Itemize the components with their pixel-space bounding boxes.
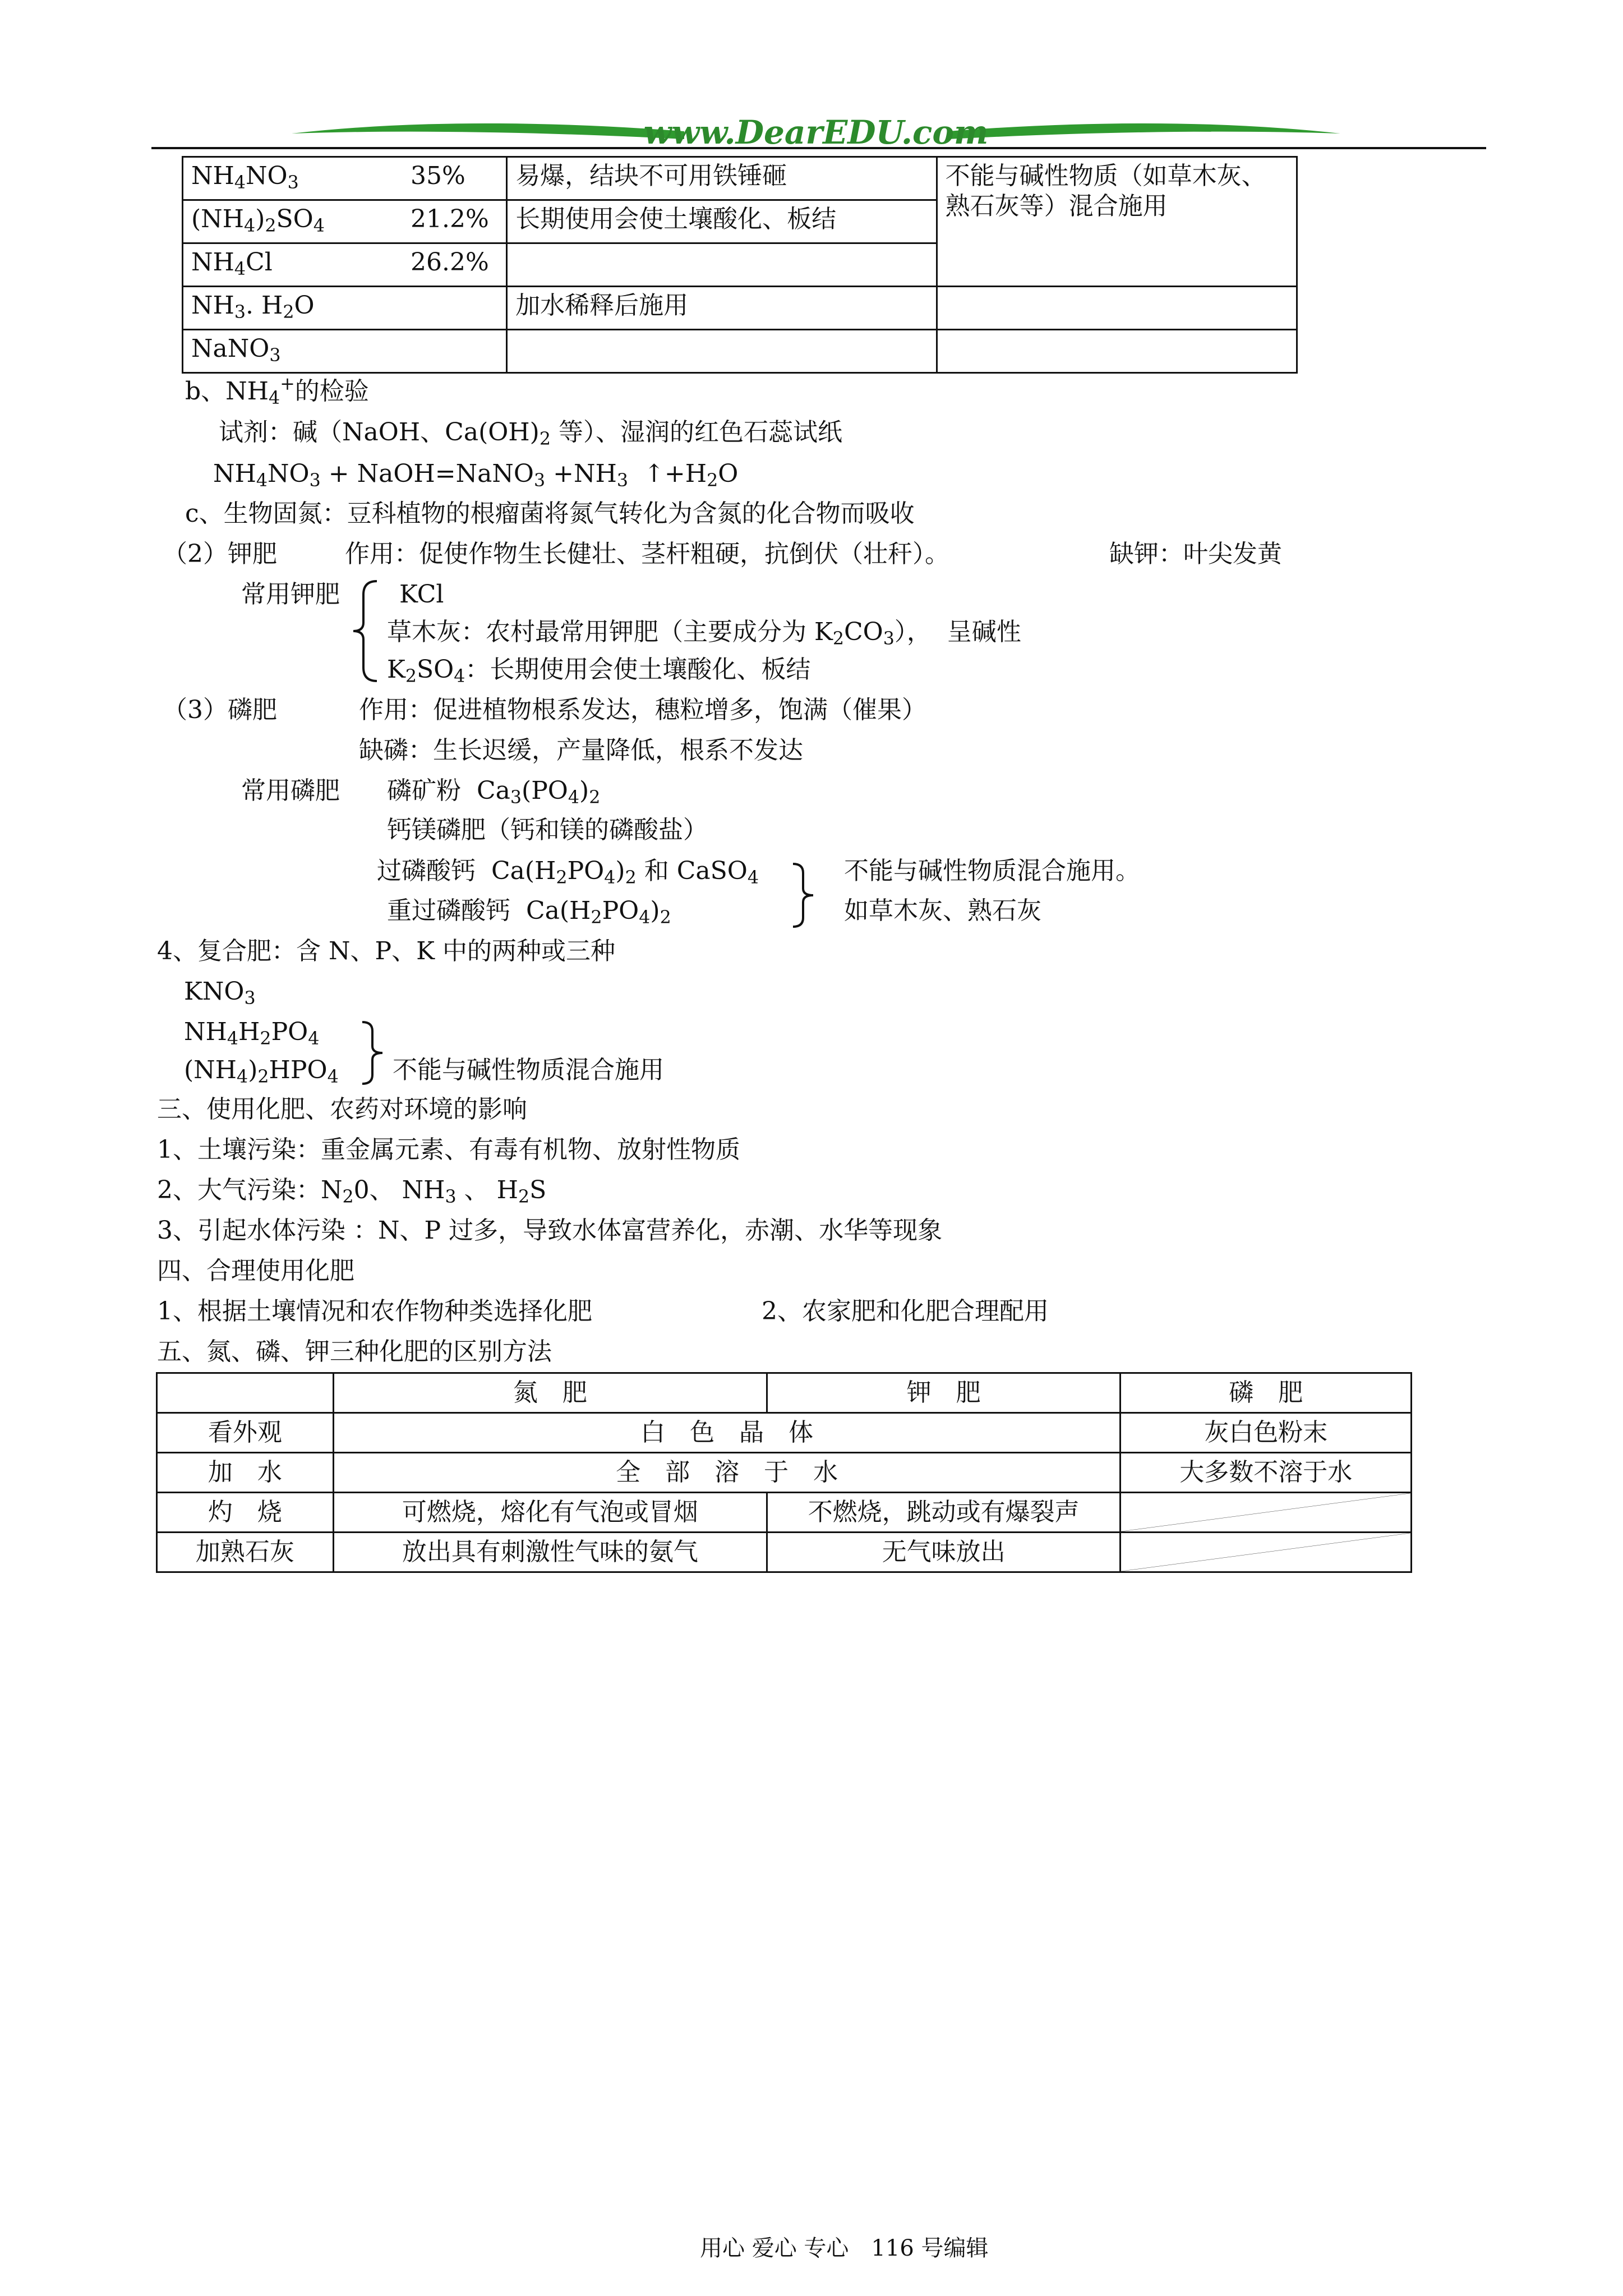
potash-item-kcl: KCl [399, 580, 444, 609]
phosphate-item-super: 过磷酸钙 $Ca(H_2PO_4)_2$ 和 CaSO$_4$ [377, 857, 759, 888]
cell-note: 长期使用会使土壤酸化、板结 [507, 200, 937, 243]
row-label: 加熟石灰 [157, 1533, 334, 1572]
compound-title: 4、复合肥：含 N、P、K 中的两种或三种 [157, 937, 615, 965]
section-4-title: 四、合理使用化肥 [157, 1257, 354, 1285]
cell-content: 35% [403, 157, 507, 200]
section-4-item-1: 1、根据土壤情况和农作物种类选择化肥 [157, 1297, 592, 1326]
cell-p: 灰白色粉末 [1121, 1413, 1412, 1453]
cell-n: 可燃烧，熔化有气泡或冒烟 [333, 1493, 767, 1533]
phosphate-lack: 缺磷：生长迟缓，产量降低，根系不发达 [359, 736, 803, 765]
phosphate-note-1: 不能与碱性物质混合施用。 [844, 857, 1140, 885]
potash-effect: 作用：促使作物生长健壮、茎杆粗硬，抗倒伏（壮秆）。 [345, 540, 949, 568]
comparison-table [156, 1372, 1412, 1573]
fertilizer-table [182, 156, 1298, 374]
phosphate-note-2: 如草木灰、熟石灰 [844, 896, 1041, 925]
cell-slash [1121, 1533, 1412, 1572]
section-3-item-2: 2、大气污染：$N_20$、 $NH_3$ 、 $H_2S$ [157, 1176, 547, 1207]
potash-item-k2so4: $K_2SO_4$：长期使用会使土壤酸化、板结 [387, 655, 811, 687]
compound-brace [359, 1020, 387, 1086]
cell-name: $(NH_4)_2SO_4$ [183, 200, 403, 243]
header-nitrogen: 氮 肥 [333, 1373, 767, 1413]
cell-note [507, 330, 937, 373]
cell-name: NaNO$_3$ [183, 330, 403, 373]
cell-name: $NH_3$. $H_2O$ [183, 287, 403, 330]
cell-note: 加水稀释后施用 [507, 287, 937, 330]
potash-brace [349, 578, 382, 684]
header-rule [151, 147, 1486, 149]
phosphate-item-triple: 重过磷酸钙 $Ca(H_2PO_4)_2$ [387, 896, 671, 928]
header-empty [157, 1373, 334, 1413]
phosphate-item-rock: 磷矿粉 $Ca_3(PO_4)_2$ [387, 776, 601, 808]
cell-content: 21.2% [403, 200, 507, 243]
cell-k: 无气味放出 [767, 1533, 1121, 1572]
ammonium-test-title: b、$NH_4^+$的检验 [185, 374, 369, 408]
cell-name: $NH_4NO_3$ [183, 157, 403, 200]
row-label: 加 水 [157, 1453, 334, 1493]
footer: 用心 爱心 专心 116 号编辑 [700, 2235, 989, 2261]
phosphate-title: （3）磷肥 [163, 696, 277, 724]
cell-slash [1121, 1493, 1412, 1533]
phosphate-effect: 作用：促进植物根系发达，穗粒增多，饱满（催果） [359, 696, 926, 724]
phosphate-common-label: 常用磷肥 [241, 776, 340, 805]
cell-name: $NH_4Cl$ [183, 243, 403, 287]
header-phosphate: 磷 肥 [1121, 1373, 1412, 1413]
cell-p: 大多数不溶于水 [1121, 1453, 1412, 1493]
section-3-item-3: 3、引起水体污染 ：N、P 过多，导致水体富营养化，赤潮、水华等现象 [157, 1216, 943, 1245]
cell-content: 26.2% [403, 243, 507, 287]
section-3-item-1: 1、土壤污染：重金属元素、有毒有机物、放射性物质 [157, 1135, 740, 1164]
cell-k: 不燃烧，跳动或有爆裂声 [767, 1493, 1121, 1533]
cell-nk: 白 色 晶 体 [333, 1413, 1121, 1453]
header-potash: 钾 肥 [767, 1373, 1121, 1413]
cell-note [507, 243, 937, 287]
cell-empty [937, 330, 1297, 373]
bio-nitrogen-line: c、生物固氮：豆科植物的根瘤菌将氮气转化为含氮的化合物而吸收 [185, 499, 915, 528]
phosphate-brace [790, 862, 818, 929]
cell-n: 放出具有刺激性气味的氨气 [333, 1533, 767, 1572]
potash-common-label: 常用钾肥 [241, 580, 340, 609]
row-label: 看外观 [157, 1413, 334, 1453]
section-5-title: 五、氮、磷、钾三种化肥的区别方法 [157, 1337, 552, 1366]
header-logo [292, 111, 1340, 156]
cell-merged-note: 不能与碱性物质（如草木灰、熟石灰等）混合施用 [937, 157, 1297, 287]
ammonium-test-reagent: 试剂：碱（NaOH、$Ca(OH)_2$ 等）、湿润的红色石蕊试纸 [219, 418, 843, 449]
section-3-title: 三、使用化肥、农药对环境的影响 [157, 1095, 527, 1124]
potash-item-ash: 草木灰：农村最常用钾肥（主要成分为 $K_2CO_3$）， 呈碱性 [387, 618, 1021, 649]
logo-text: www.DearEDU.com [643, 113, 989, 151]
compound-nh4h2po4: $NH_4H_2PO_4$ [184, 1018, 320, 1049]
phosphate-item-camg: 钙镁磷肥（钙和镁的磷酸盐） [387, 816, 708, 844]
section-4-item-2: 2、农家肥和化肥合理配用 [762, 1297, 1049, 1326]
cell-empty [937, 287, 1297, 330]
cell-content [403, 330, 507, 373]
compound-note: 不能与碱性物质混合施用 [393, 1056, 664, 1084]
compound-kno3: $KNO_3$ [184, 977, 256, 1009]
potash-title: （2）钾肥 [163, 540, 277, 568]
cell-nk: 全 部 溶 于 水 [333, 1453, 1121, 1493]
cell-content [403, 287, 507, 330]
cell-note: 易爆，结块不可用铁锤砸 [507, 157, 937, 200]
potash-lack: 缺钾：叶尖发黄 [1109, 540, 1282, 568]
row-label: 灼 烧 [157, 1493, 334, 1533]
compound-nh4-2hpo4: $(NH_4)_2HPO_4$ [184, 1056, 339, 1087]
ammonium-test-equation: $NH_4NO_3$ + NaOH=NaNO$_3$ $+NH_3$ $↑+H_2O$ [213, 459, 739, 491]
